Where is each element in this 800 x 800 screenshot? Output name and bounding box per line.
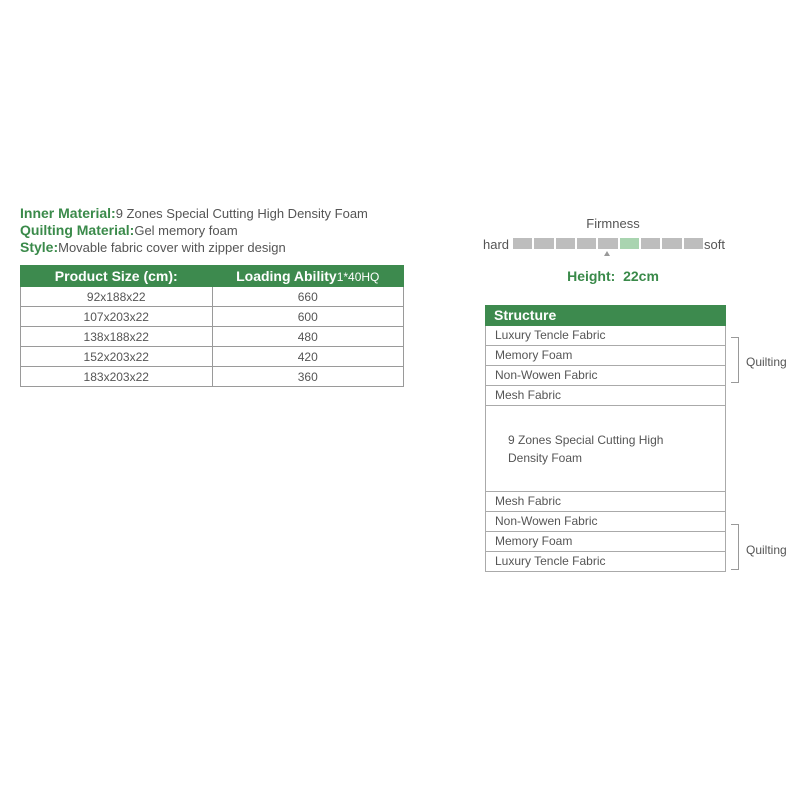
quilting-bracket-top [731,337,739,383]
height-info [540,268,686,284]
table-row [21,307,404,327]
core-layer [485,406,726,492]
firmness-hard-label: hard [483,237,510,252]
layer-row: Mesh Fabric [485,386,726,406]
size-cell: 138x188x22 [21,327,213,347]
firmness-segment [513,238,532,249]
table-row [21,347,404,367]
size-cell: 92x188x22 [21,287,213,307]
load-cell: 420 [212,347,404,367]
firmness-title: Firmness [586,216,640,231]
structure-table [485,305,726,572]
firmness-segment-selected [620,238,639,249]
header-loading-label: Loading Ability [236,268,337,284]
firmness-segment [577,238,596,249]
spec-inner-material [20,205,368,222]
firmness-soft-label: soft [704,237,725,252]
product-size-table [20,265,404,387]
load-cell: 360 [212,367,404,387]
structure-title: Structure [485,305,726,326]
table-header-row [21,266,404,287]
layer-row: Luxury Tencle Fabric [485,326,726,346]
spec-style [20,239,286,256]
core-line: 9 Zones Special Cutting High [508,433,664,447]
firmness-marker-icon [604,251,610,256]
spec-value: Movable fabric cover with zipper design [58,240,286,255]
layer-row: Memory Foam [485,346,726,366]
spec-label: Quilting Material: [20,222,135,238]
header-product-size: Product Size (cm): [21,266,213,287]
core-line: Density Foam [508,451,583,465]
firmness-segment [534,238,553,249]
load-cell: 480 [212,327,404,347]
quilting-label-bottom: Quilting [746,543,787,557]
size-cell: 183x203x22 [21,367,213,387]
spec-label: Style: [20,239,59,255]
table-row [21,367,404,387]
spec-label: Inner Material: [20,205,116,221]
height-value: 22cm [623,268,659,284]
firmness-segment [556,238,575,249]
layer-row: Mesh Fabric [485,492,726,512]
header-loading-unit: 1*40HQ [336,270,380,284]
load-cell: 660 [212,287,404,307]
layer-row: Non-Wowen Fabric [485,512,726,532]
header-loading-ability [212,266,404,287]
layer-row: Non-Wowen Fabric [485,366,726,386]
spec-value: 9 Zones Special Cutting High Density Foam [115,206,368,221]
firmness-segment [598,238,617,249]
layer-row: Memory Foam [485,532,726,552]
size-cell: 107x203x22 [21,307,213,327]
quilting-label-top: Quilting [746,355,787,369]
firmness-segment [641,238,660,249]
spec-quilting-material [20,222,238,239]
load-cell: 600 [212,307,404,327]
spec-value: Gel memory foam [134,223,238,238]
height-label: Height: [567,268,616,284]
layer-row: Luxury Tencle Fabric [485,552,726,572]
firmness-segment [684,238,703,249]
quilting-bracket-bottom [731,524,739,570]
firmness-segment [662,238,681,249]
table-row [21,287,404,307]
firmness-scale [513,238,703,249]
table-row [21,327,404,347]
size-cell: 152x203x22 [21,347,213,367]
